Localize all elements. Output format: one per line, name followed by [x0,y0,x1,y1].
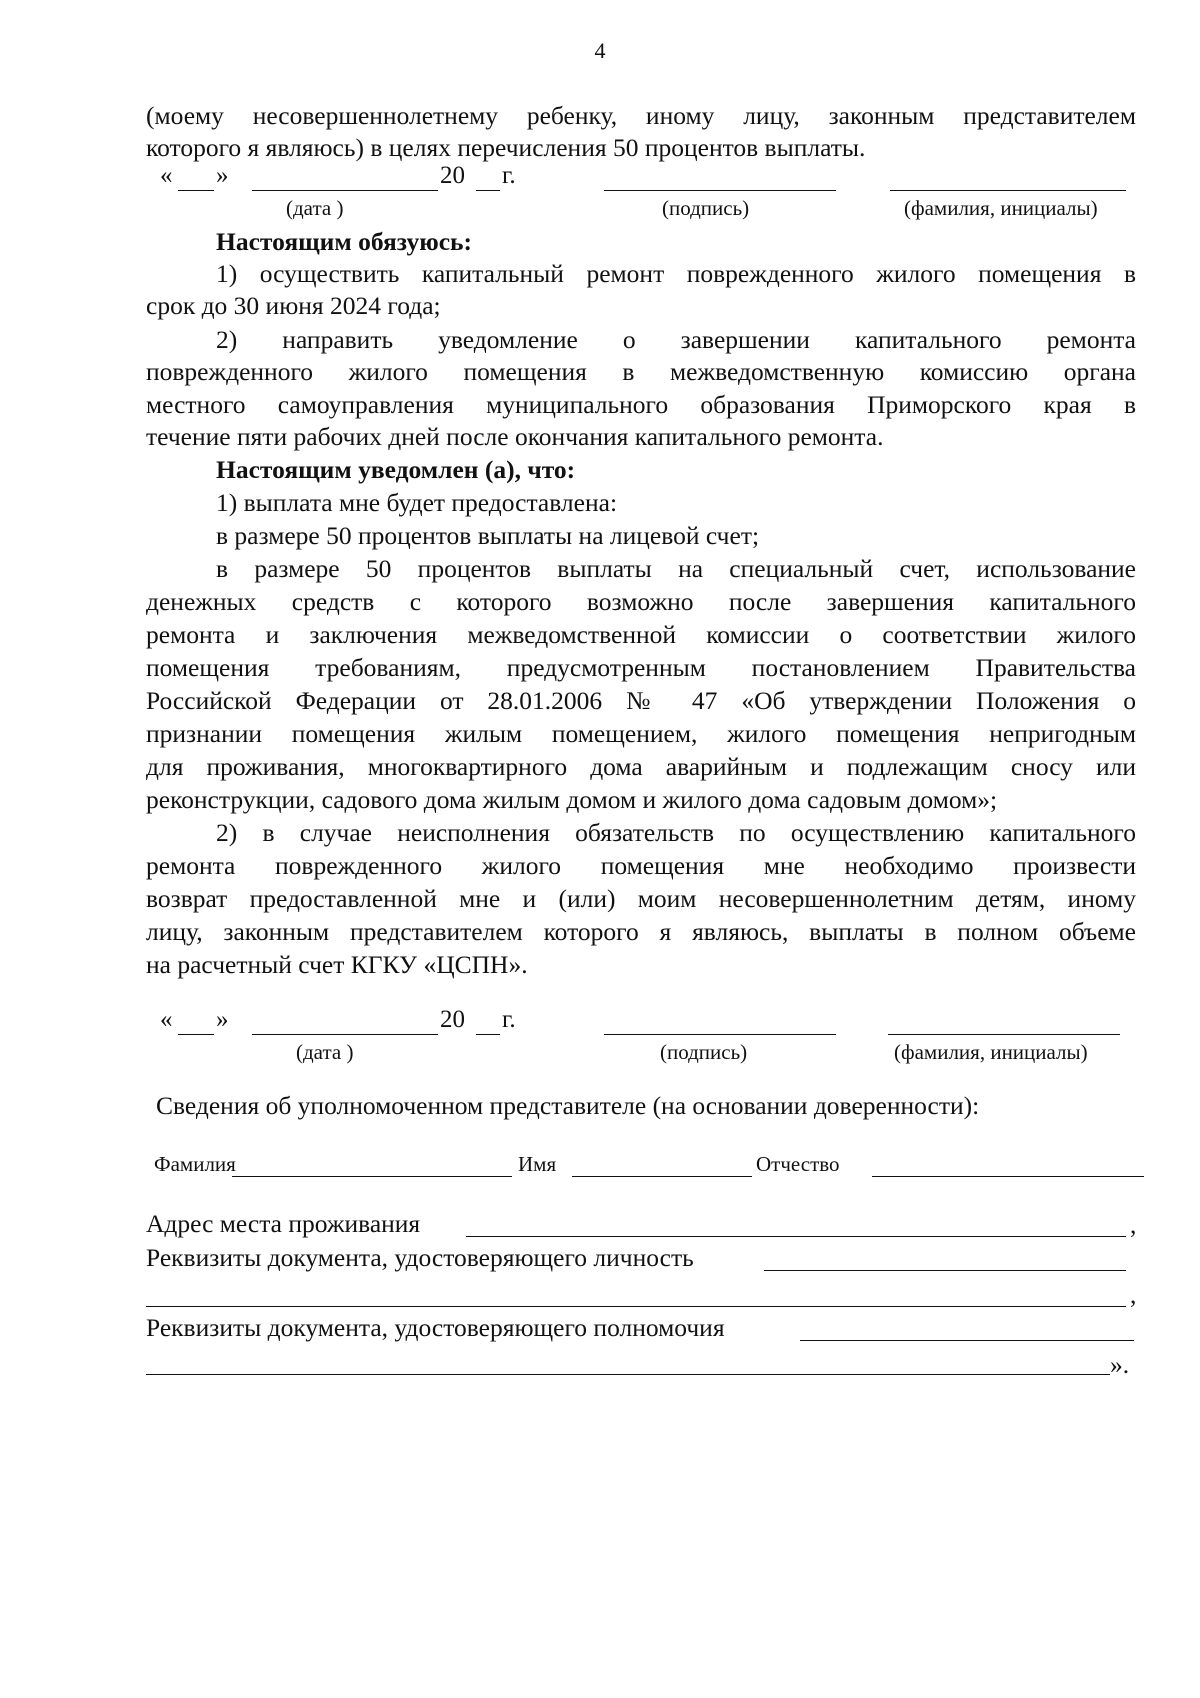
name-field[interactable] [890,190,1126,191]
representative-heading: Сведения об уполномоченном представителе (на основании доверенности): [156,1091,980,1120]
notice-line-8: признании помещения жилым помещением, жилого помещения непригодным [146,719,1136,748]
authority-document-label: Реквизиты документа, удостоверяющего полномочия [146,1313,725,1342]
notice-line-3: в размере 50 процентов выплаты на специальный счет, использование [216,554,1136,583]
year-field[interactable] [476,1034,500,1035]
intro-line-1: (моему несовершеннолетнему ребенку, иному лицу, законным представителем [146,101,1136,130]
date-quote-open: « [160,1006,173,1033]
day-field[interactable] [178,1034,214,1035]
name-field[interactable] [572,1176,752,1177]
year-prefix: 20 [440,1006,465,1033]
id-document-field-continued[interactable] [146,1306,1126,1307]
notice-line-6: помещения требованиям, предусмотренным постановлением Правительства [146,653,1136,682]
signature-caption: (подпись) [660,1040,748,1064]
surname-label: Фамилия [154,1152,236,1176]
obligation-line-5: местного самоуправления муниципального образования Приморского края в [146,390,1136,419]
obligation-line-1: 1) осуществить капитальный ремонт поврежденного жилого помещения в [216,259,1136,288]
closing-mark: ». [1110,1350,1130,1379]
obligations-heading: Настоящим обязуюсь: [216,227,473,256]
notice-line-15: на расчетный счет КГКУ «ЦСПН». [146,950,528,979]
notice-line-11: 2) в случае неисполнения обязательств по осуществлению капитального [216,818,1136,847]
notice-line-10: реконструкции, садового дома жилым домом и жилого дома садовым домом»; [146,785,998,814]
year-prefix: 20 [440,162,465,189]
authority-document-field-continued[interactable] [146,1374,1110,1375]
notice-heading: Настоящим уведомлен (а), что: [216,455,576,484]
name-field[interactable] [888,1034,1120,1035]
notice-line-2: в размере 50 процентов выплаты на лицевой счет; [216,521,760,550]
year-suffix: г. [502,162,516,189]
id-document-comma: , [1130,1280,1137,1309]
notice-line-9: для проживания, многоквартирного дома аварийным и подлежащим сносу или [146,752,1136,781]
signature-field[interactable] [604,190,836,191]
obligation-line-3: 2) направить уведомление о завершении капитального ремонта [216,325,1136,354]
address-field[interactable] [466,1236,1126,1237]
address-comma: , [1130,1210,1137,1239]
notice-line-5: ремонта и заключения межведомственной комиссии о соответствии жилого [146,620,1136,649]
notice-line-14: лицу, законным представителем которого я являюсь, выплаты в полном объеме [146,917,1136,946]
obligation-line-6: течение пяти рабочих дней после окончания капитального ремонта. [146,422,884,451]
notice-line-12: ремонта поврежденного жилого помещения мне необходимо произвести [146,851,1136,880]
patronymic-field[interactable] [872,1176,1144,1177]
surname-field[interactable] [232,1176,512,1177]
patronymic-label: Отчество [756,1152,840,1176]
name-caption: (фамилия, инициалы) [904,196,1098,220]
month-field[interactable] [252,190,438,191]
date-caption: (дата ) [286,196,344,220]
date-quote-close: » [216,1006,229,1033]
address-label: Адрес места проживания [146,1209,421,1238]
id-document-label: Реквизиты документа, удостоверяющего личность [146,1243,694,1272]
day-field[interactable] [178,190,214,191]
date-quote-open: « [160,162,173,189]
signature-field[interactable] [604,1034,836,1035]
notice-line-1: 1) выплата мне будет предоставлена: [216,488,618,517]
name-caption: (фамилия, инициалы) [894,1040,1088,1064]
id-document-field[interactable] [764,1270,1126,1271]
authority-document-field[interactable] [800,1340,1134,1341]
obligation-line-4: поврежденного жилого помещения в межведомственную комиссию органа [146,357,1136,386]
year-field[interactable] [476,190,500,191]
notice-line-7: Российской Федерации от 28.01.2006 № 47 «Об утверждении Положения о [146,686,1136,715]
notice-line-13: возврат предоставленной мне и (или) моим несовершеннолетним детям, иному [146,884,1136,913]
page-number: 4 [594,38,606,63]
notice-line-4: денежных средств с которого возможно после завершения капитального [146,587,1136,616]
intro-line-2: которого я являюсь) в целях перечисления 50 процентов выплаты. [146,133,866,162]
date-quote-close: » [216,162,229,189]
name-label: Имя [518,1152,557,1176]
obligation-line-2: срок до 30 июня 2024 года; [146,291,441,320]
signature-caption: (подпись) [662,196,750,220]
date-caption: (дата ) [296,1040,354,1064]
year-suffix: г. [502,1006,516,1033]
month-field[interactable] [252,1034,438,1035]
